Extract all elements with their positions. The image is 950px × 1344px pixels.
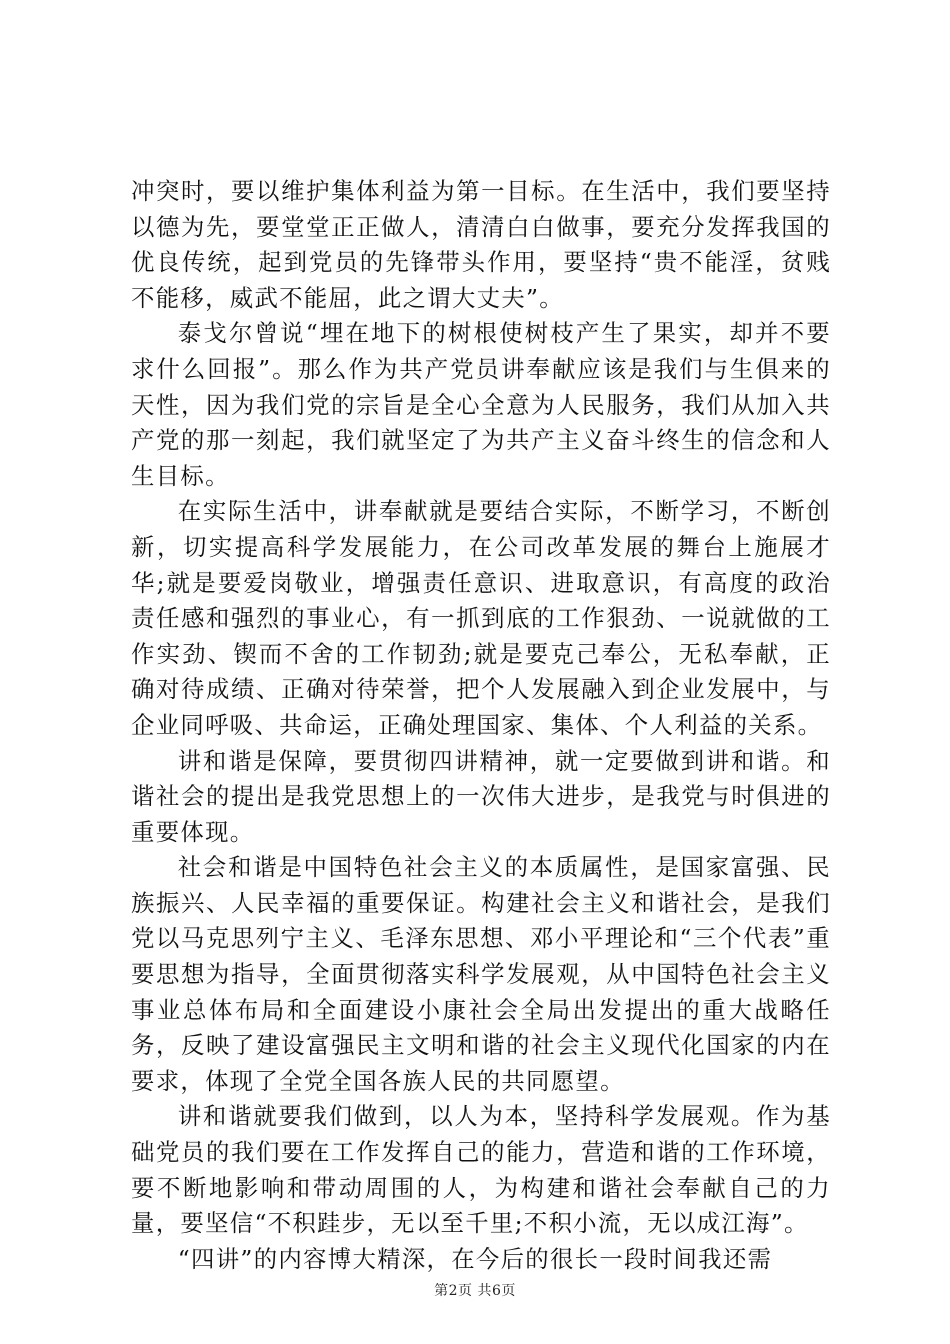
paragraph-1: 冲突时，要以维护集体利益为第一目标。在生活中，我们要坚持以德为先，要堂堂正正做人，清清白白做事，要充分发挥我国的优良传统，起到党员的先锋带头作用，要坚持“贵不能淫，贫贱不能移，威武不能屈，此之谓大丈夫”。 xyxy=(131,177,831,312)
paragraph-2: 泰戈尔曾说“埋在地下的树根使树枝产生了果实，却并不要求什么回报”。那么作为共产党员讲奉献应该是我们与生俱来的天性，因为我们党的宗旨是全心全意为人民服务，我们从加入共产党的那一刻起，我们就坚定了为共产主义奋斗终生的信念和人生目标。 xyxy=(131,319,831,490)
paragraph-4: 讲和谐是保障，要贯彻四讲精神，就一定要做到讲和谐。和谐社会的提出是我党思想上的一次伟大进步，是我党与时俱进的重要体现。 xyxy=(131,746,831,846)
paragraph-6: 讲和谐就要我们做到，以人为本，坚持科学发展观。作为基础党员的我们要在工作发挥自己的能力，营造和谐的工作环境，要不断地影响和带动周围的人，为构建和谐社会奉献自己的力量，要坚信“不积跬步，无以至千里;不积小流，无以成江海”。 xyxy=(131,1102,831,1238)
paragraph-7: “四讲”的内容博大精深，在今后的很长一段时间我还需 xyxy=(177,1244,773,1273)
paragraph-3: 在实际生活中，讲奉献就是要结合实际，不断学习，不断创新，切实提高科学发展能力，在公司改革发展的舞台上施展才华;就是要爱岗敬业，增强责任意识、进取意识，有高度的政治责任感和强烈的事业心，有一抓到底的工作狠劲、一说就做的工作实劲、锲而不舍的工作韧劲;就是要克己奉公，无私奉献，正确对待成绩、正确对待荣誉，把个人发展融入到企业发展中，与企业同呼吸、共命运，正确处理国家、集体、个人利益的关系。 xyxy=(131,497,831,739)
document-body xyxy=(131,174,831,1277)
paragraph-5: 社会和谐是中国特色社会主义的本质属性，是国家富强、民族振兴、人民幸福的重要保证。构建社会主义和谐社会，是我们党以马克思列宁主义、毛泽东思想、邓小平理论和“三个代表”重要思想为指导，全面贯彻落实科学发展观，从中国特色社会主义事业总体布局和全面建设小康社会全局出发提出的重大战略任务，反映了建设富强民主文明和谐的社会主义现代化国家的内在要求，体现了全党全国各族人民的共同愿望。 xyxy=(131,853,831,1095)
page-number-footer: 第2页 共6页 xyxy=(434,1283,516,1299)
